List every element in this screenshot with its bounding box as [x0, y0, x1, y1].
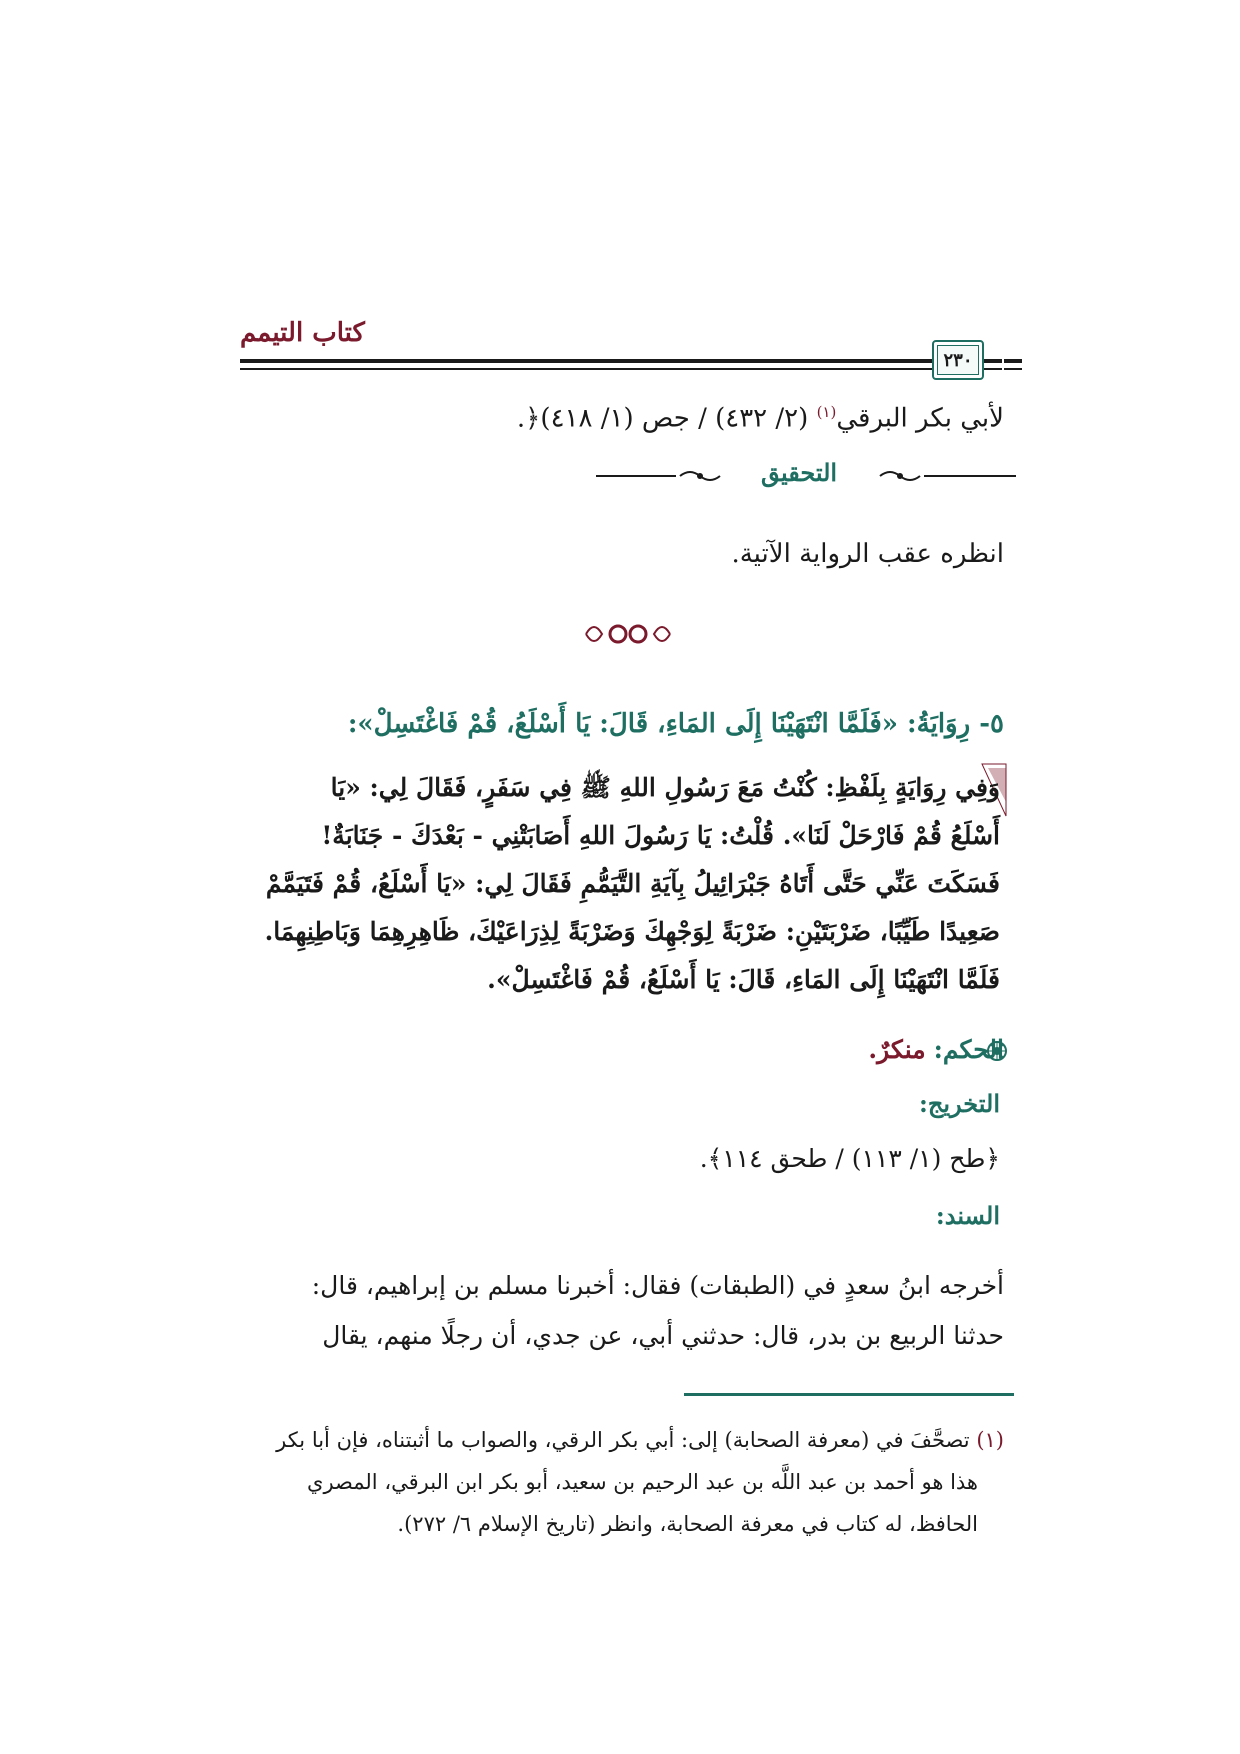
- sanad-line: أخرجه ابنُ سعدٍ في (الطبقات) فقال: أخبرنا مسلم بن إبراهيم، قال:: [311, 1271, 1004, 1300]
- page-number: ٢٣٠: [937, 345, 979, 375]
- footnote-marker[interactable]: (١): [816, 403, 837, 421]
- reference-line: [517, 388, 1004, 443]
- ruling: [868, 1026, 1004, 1074]
- see-note: انظره عقب الرواية الآتية.: [731, 539, 1004, 569]
- page-number-badge: [932, 340, 984, 380]
- footnote-line: [276, 1420, 1004, 1460]
- header-rule-right: [1004, 359, 1022, 363]
- quote-line: صَعِيدًا طَيِّبًا، ضَرْبَتَيْنِ: ضَرْبَةً لِوَجْهِكَ وَضَرْبَةً لِذِرَاعَيْكَ، ظَاهِرِهِمَا وَبَاطِنِهِمَا.: [264, 917, 1000, 946]
- footnote-line: هذا هو أحمد بن عبد اللَّه بن عبد الرحيم بن سعيد، أبو بكر ابن البرقي، المصري: [307, 1470, 978, 1494]
- section-heading: [348, 700, 1004, 748]
- footnote-line: الحافظ، له كتاب في معرفة الصحابة، وانظر (تاريخ الإسلام ٦/ ٢٧٢).: [397, 1512, 978, 1536]
- reference-text-start: لأبي بكر البرقي: [836, 403, 1004, 434]
- header-rule-thin: [240, 368, 1002, 370]
- section-number: ٥-: [979, 709, 1004, 739]
- ruling-value: منكرٌ.: [868, 1035, 926, 1064]
- ornament-icon: [678, 466, 722, 486]
- footnote-mark: (١): [976, 1428, 1004, 1452]
- section-title: رِوَايَةُ: «فَلَمَّا انْتَهَيْنَا إِلَى المَاءِ، قَالَ: يَا أَسْلَعُ، قُمْ فَاغْتَسِلْ»:: [347, 709, 971, 739]
- header-rule: [240, 359, 1002, 363]
- ornament-icon: [878, 466, 922, 486]
- takhrij-reference: ﴿طح (١/ ١١٣) / طحق ١١٤﴾.: [699, 1144, 1000, 1173]
- divider-line-left: [596, 475, 676, 477]
- ruling-label: الحكم:: [933, 1035, 1004, 1064]
- sanad-heading: السند:: [935, 1201, 1000, 1230]
- header-rule-right-thin: [1004, 368, 1022, 370]
- reference-text-end: (٢/ ٤٣٢) / جص (١/ ٤١٨)﴿.: [516, 403, 809, 434]
- quote-line: فَلَمَّا انْتَهَيْنَا إِلَى المَاءِ، قَالَ: يَا أَسْلَعُ، قُمْ فَاغْتَسِلْ».: [487, 965, 1000, 994]
- footnote-divider: [684, 1393, 1014, 1396]
- quote-line: فَسَكَتَ عَنِّي حَتَّى أَتَاهُ جَبْرَائِيلُ بِآيَةِ التَّيَمُّمِ فَقَالَ لِي: «يَا أَسْلَعُ، قُمْ فَتَيَمَّمْ: [265, 869, 1000, 898]
- footnote-text: تصحَّفَ في (معرفة الصحابة) إلى: أبي بكر الرقي، والصواب ما أثبتناه، فإن أبا بكر: [276, 1428, 970, 1452]
- quote-line: وَفِي رِوَايَةٍ بِلَفْظِ: كُنْتُ مَعَ رَسُولِ اللهِ ﷺ فِي سَفَرٍ، فَقَالَ لِي: «يَا: [330, 773, 1000, 802]
- tahqiq-heading: التحقيق: [760, 458, 838, 487]
- book-title: كتاب التيمم: [240, 318, 365, 348]
- takhrij-heading: التخريج:: [919, 1089, 1000, 1118]
- section-ornament-icon: [580, 614, 676, 654]
- tahqiq-divider: [596, 456, 1016, 496]
- quote-line: أَسْلَعُ قُمْ فَارْحَلْ لَنَا». قُلْتُ: يَا رَسُولَ اللهِ أَصَابَتْنِي - بَعْدَكَ - جَنَابَةٌ!: [321, 821, 1000, 850]
- sanad-line: حدثنا الربيع بن بدر، قال: حدثني أبي، عن جدي، أن رجلًا منهم، يقال: [322, 1321, 1004, 1350]
- divider-line-right: [924, 475, 1016, 477]
